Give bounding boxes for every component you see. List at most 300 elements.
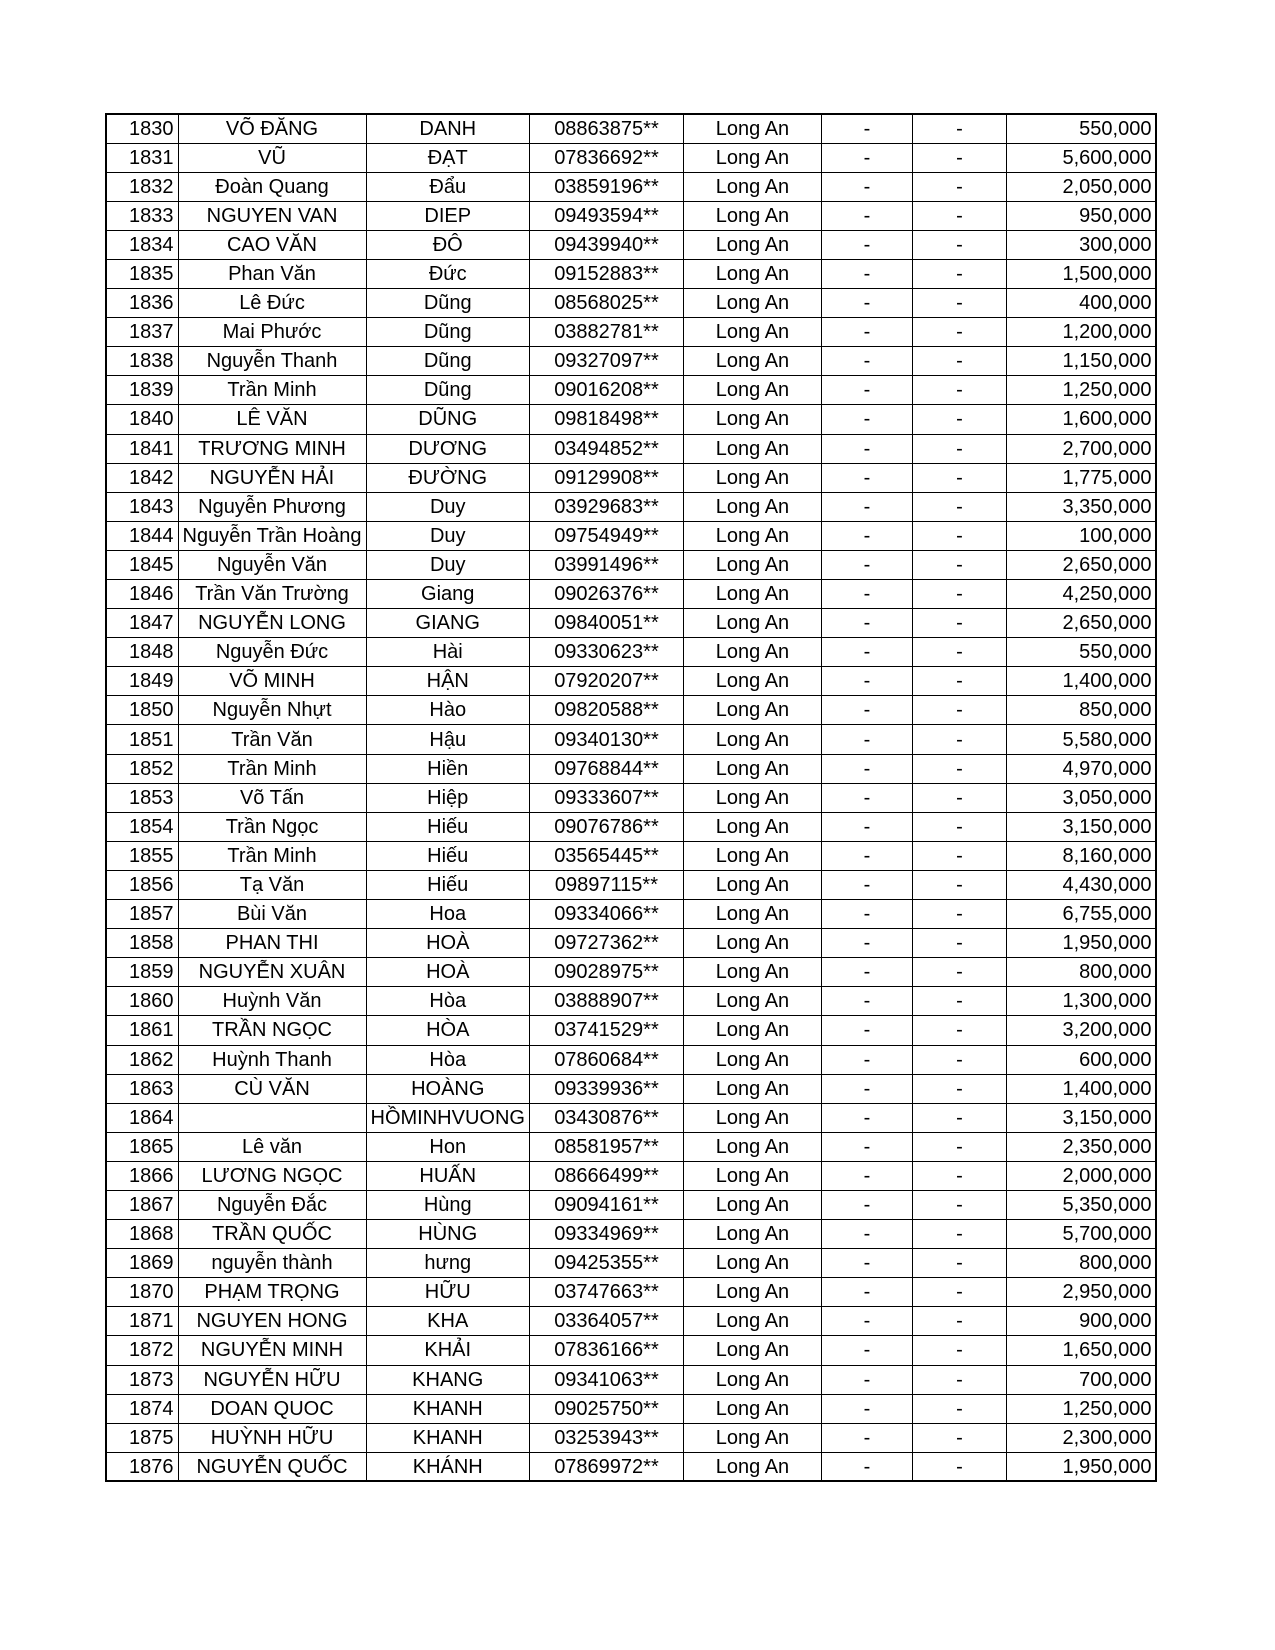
table-row bbox=[106, 289, 1156, 318]
table-row bbox=[106, 638, 1156, 667]
amount-cell: 1,200,000 bbox=[1006, 318, 1156, 347]
phone-cell: 08568025** bbox=[529, 289, 683, 318]
province-cell: Long An bbox=[683, 1452, 821, 1481]
blank-dash-cell: - bbox=[821, 347, 912, 376]
table-row bbox=[106, 376, 1156, 405]
province-cell: Long An bbox=[683, 754, 821, 783]
surname-cell: VŨ bbox=[178, 143, 366, 172]
blank-dash-cell: - bbox=[912, 929, 1006, 958]
surname-cell: Huỳnh Văn bbox=[178, 987, 366, 1016]
phone-cell: 09330623** bbox=[529, 638, 683, 667]
row-number-cell: 1869 bbox=[106, 1249, 178, 1278]
surname-cell: Lê Đức bbox=[178, 289, 366, 318]
surname-cell: NGUYỄN HẢI bbox=[178, 463, 366, 492]
amount-cell: 2,350,000 bbox=[1006, 1132, 1156, 1161]
given-name-cell: DƯƠNG bbox=[366, 434, 529, 463]
given-name-cell: Đức bbox=[366, 259, 529, 288]
amount-cell: 300,000 bbox=[1006, 230, 1156, 259]
blank-dash-cell: - bbox=[821, 1307, 912, 1336]
table-row bbox=[106, 114, 1156, 143]
given-name-cell: Dũng bbox=[366, 376, 529, 405]
given-name-cell: Hiếu bbox=[366, 812, 529, 841]
table-row bbox=[106, 667, 1156, 696]
amount-cell: 600,000 bbox=[1006, 1045, 1156, 1074]
given-name-cell: HOÀNG bbox=[366, 1074, 529, 1103]
row-number-cell: 1839 bbox=[106, 376, 178, 405]
blank-dash-cell: - bbox=[821, 143, 912, 172]
blank-dash-cell: - bbox=[821, 172, 912, 201]
province-cell: Long An bbox=[683, 812, 821, 841]
province-cell: Long An bbox=[683, 929, 821, 958]
surname-cell: TRẦN QUỐC bbox=[178, 1220, 366, 1249]
amount-cell: 800,000 bbox=[1006, 1249, 1156, 1278]
phone-cell: 09334066** bbox=[529, 900, 683, 929]
phone-cell: 07860684** bbox=[529, 1045, 683, 1074]
phone-cell: 07836692** bbox=[529, 143, 683, 172]
surname-cell: Bùi Văn bbox=[178, 900, 366, 929]
amount-cell: 700,000 bbox=[1006, 1365, 1156, 1394]
province-cell: Long An bbox=[683, 521, 821, 550]
row-number-cell: 1843 bbox=[106, 492, 178, 521]
row-number-cell: 1832 bbox=[106, 172, 178, 201]
table-row bbox=[106, 1016, 1156, 1045]
province-cell: Long An bbox=[683, 318, 821, 347]
province-cell: Long An bbox=[683, 143, 821, 172]
amount-cell: 1,400,000 bbox=[1006, 667, 1156, 696]
surname-cell: Võ Tấn bbox=[178, 783, 366, 812]
given-name-cell: Đẩu bbox=[366, 172, 529, 201]
blank-dash-cell: - bbox=[821, 1132, 912, 1161]
phone-cell: 09341063** bbox=[529, 1365, 683, 1394]
table-row bbox=[106, 1074, 1156, 1103]
amount-cell: 1,500,000 bbox=[1006, 259, 1156, 288]
surname-cell: Trần Minh bbox=[178, 754, 366, 783]
province-cell: Long An bbox=[683, 1016, 821, 1045]
blank-dash-cell: - bbox=[821, 638, 912, 667]
blank-dash-cell: - bbox=[912, 1423, 1006, 1452]
blank-dash-cell: - bbox=[821, 1278, 912, 1307]
table-row bbox=[106, 1220, 1156, 1249]
given-name-cell: Hiếu bbox=[366, 870, 529, 899]
phone-cell: 08666499** bbox=[529, 1161, 683, 1190]
surname-cell: NGUYEN HONG bbox=[178, 1307, 366, 1336]
row-number-cell: 1854 bbox=[106, 812, 178, 841]
blank-dash-cell: - bbox=[912, 347, 1006, 376]
blank-dash-cell: - bbox=[821, 230, 912, 259]
phone-cell: 03430876** bbox=[529, 1103, 683, 1132]
blank-dash-cell: - bbox=[912, 900, 1006, 929]
phone-cell: 09754949** bbox=[529, 521, 683, 550]
row-number-cell: 1856 bbox=[106, 870, 178, 899]
phone-cell: 09327097** bbox=[529, 347, 683, 376]
province-cell: Long An bbox=[683, 114, 821, 143]
row-number-cell: 1834 bbox=[106, 230, 178, 259]
row-number-cell: 1864 bbox=[106, 1103, 178, 1132]
given-name-cell: HOÀ bbox=[366, 958, 529, 987]
amount-cell: 3,150,000 bbox=[1006, 812, 1156, 841]
province-cell: Long An bbox=[683, 405, 821, 434]
phone-cell: 03741529** bbox=[529, 1016, 683, 1045]
row-number-cell: 1840 bbox=[106, 405, 178, 434]
province-cell: Long An bbox=[683, 201, 821, 230]
phone-cell: 07869972** bbox=[529, 1452, 683, 1481]
given-name-cell: DANH bbox=[366, 114, 529, 143]
table-row bbox=[106, 987, 1156, 1016]
row-number-cell: 1838 bbox=[106, 347, 178, 376]
phone-cell: 09768844** bbox=[529, 754, 683, 783]
blank-dash-cell: - bbox=[821, 958, 912, 987]
province-cell: Long An bbox=[683, 1190, 821, 1219]
blank-dash-cell: - bbox=[821, 696, 912, 725]
amount-cell: 3,350,000 bbox=[1006, 492, 1156, 521]
amount-cell: 2,000,000 bbox=[1006, 1161, 1156, 1190]
table-row bbox=[106, 172, 1156, 201]
amount-cell: 1,250,000 bbox=[1006, 376, 1156, 405]
phone-cell: 09129908** bbox=[529, 463, 683, 492]
table-row bbox=[106, 1307, 1156, 1336]
phone-cell: 09339936** bbox=[529, 1074, 683, 1103]
surname-cell: VÕ ĐĂNG bbox=[178, 114, 366, 143]
table-body bbox=[106, 114, 1156, 1481]
given-name-cell: HÙNG bbox=[366, 1220, 529, 1249]
given-name-cell: Hiếu bbox=[366, 841, 529, 870]
blank-dash-cell: - bbox=[912, 958, 1006, 987]
phone-cell: 09026376** bbox=[529, 580, 683, 609]
blank-dash-cell: - bbox=[912, 492, 1006, 521]
surname-cell: Nguyễn Trần Hoàng bbox=[178, 521, 366, 550]
amount-cell: 1,300,000 bbox=[1006, 987, 1156, 1016]
row-number-cell: 1833 bbox=[106, 201, 178, 230]
row-number-cell: 1870 bbox=[106, 1278, 178, 1307]
table-row bbox=[106, 1423, 1156, 1452]
province-cell: Long An bbox=[683, 667, 821, 696]
row-number-cell: 1846 bbox=[106, 580, 178, 609]
blank-dash-cell: - bbox=[821, 987, 912, 1016]
table-row bbox=[106, 870, 1156, 899]
phone-cell: 09727362** bbox=[529, 929, 683, 958]
blank-dash-cell: - bbox=[821, 1103, 912, 1132]
province-cell: Long An bbox=[683, 900, 821, 929]
row-number-cell: 1841 bbox=[106, 434, 178, 463]
amount-cell: 1,250,000 bbox=[1006, 1394, 1156, 1423]
blank-dash-cell: - bbox=[821, 1161, 912, 1190]
table-row bbox=[106, 1103, 1156, 1132]
province-cell: Long An bbox=[683, 434, 821, 463]
blank-dash-cell: - bbox=[912, 667, 1006, 696]
province-cell: Long An bbox=[683, 1220, 821, 1249]
row-number-cell: 1872 bbox=[106, 1336, 178, 1365]
blank-dash-cell: - bbox=[912, 143, 1006, 172]
blank-dash-cell: - bbox=[821, 492, 912, 521]
surname-cell: Trần Minh bbox=[178, 376, 366, 405]
table-row bbox=[106, 580, 1156, 609]
row-number-cell: 1857 bbox=[106, 900, 178, 929]
row-number-cell: 1852 bbox=[106, 754, 178, 783]
phone-cell: 08863875** bbox=[529, 114, 683, 143]
amount-cell: 2,650,000 bbox=[1006, 609, 1156, 638]
row-number-cell: 1845 bbox=[106, 550, 178, 579]
given-name-cell: Duy bbox=[366, 550, 529, 579]
blank-dash-cell: - bbox=[912, 318, 1006, 347]
province-cell: Long An bbox=[683, 1249, 821, 1278]
surname-cell: Nguyễn Đắc bbox=[178, 1190, 366, 1219]
given-name-cell: DIEP bbox=[366, 201, 529, 230]
row-number-cell: 1836 bbox=[106, 289, 178, 318]
blank-dash-cell: - bbox=[912, 696, 1006, 725]
given-name-cell: Hon bbox=[366, 1132, 529, 1161]
blank-dash-cell: - bbox=[912, 870, 1006, 899]
given-name-cell: KHA bbox=[366, 1307, 529, 1336]
province-cell: Long An bbox=[683, 1103, 821, 1132]
amount-cell: 1,950,000 bbox=[1006, 929, 1156, 958]
blank-dash-cell: - bbox=[821, 318, 912, 347]
table-row bbox=[106, 958, 1156, 987]
amount-cell: 5,580,000 bbox=[1006, 725, 1156, 754]
blank-dash-cell: - bbox=[912, 550, 1006, 579]
table-row bbox=[106, 1452, 1156, 1481]
province-cell: Long An bbox=[683, 1045, 821, 1074]
blank-dash-cell: - bbox=[821, 1190, 912, 1219]
row-number-cell: 1860 bbox=[106, 987, 178, 1016]
blank-dash-cell: - bbox=[821, 609, 912, 638]
row-number-cell: 1842 bbox=[106, 463, 178, 492]
given-name-cell: KHANH bbox=[366, 1423, 529, 1452]
province-cell: Long An bbox=[683, 1365, 821, 1394]
surname-cell: Trần Ngọc bbox=[178, 812, 366, 841]
province-cell: Long An bbox=[683, 347, 821, 376]
given-name-cell: DŨNG bbox=[366, 405, 529, 434]
blank-dash-cell: - bbox=[912, 783, 1006, 812]
surname-cell: TRẦN NGỌC bbox=[178, 1016, 366, 1045]
amount-cell: 850,000 bbox=[1006, 696, 1156, 725]
blank-dash-cell: - bbox=[912, 1220, 1006, 1249]
given-name-cell: ĐẠT bbox=[366, 143, 529, 172]
phone-cell: 03747663** bbox=[529, 1278, 683, 1307]
surname-cell: NGUYEN VAN bbox=[178, 201, 366, 230]
phone-cell: 09152883** bbox=[529, 259, 683, 288]
row-number-cell: 1876 bbox=[106, 1452, 178, 1481]
surname-cell: Nguyễn Đức bbox=[178, 638, 366, 667]
given-name-cell: Hùng bbox=[366, 1190, 529, 1219]
amount-cell: 550,000 bbox=[1006, 638, 1156, 667]
surname-cell: Lê văn bbox=[178, 1132, 366, 1161]
province-cell: Long An bbox=[683, 289, 821, 318]
phone-cell: 09094161** bbox=[529, 1190, 683, 1219]
blank-dash-cell: - bbox=[912, 812, 1006, 841]
given-name-cell: Hiền bbox=[366, 754, 529, 783]
amount-cell: 2,300,000 bbox=[1006, 1423, 1156, 1452]
phone-cell: 09897115** bbox=[529, 870, 683, 899]
row-number-cell: 1865 bbox=[106, 1132, 178, 1161]
province-cell: Long An bbox=[683, 492, 821, 521]
phone-cell: 03888907** bbox=[529, 987, 683, 1016]
table-row bbox=[106, 230, 1156, 259]
row-number-cell: 1867 bbox=[106, 1190, 178, 1219]
given-name-cell: KHANG bbox=[366, 1365, 529, 1394]
blank-dash-cell: - bbox=[912, 172, 1006, 201]
table-row bbox=[106, 463, 1156, 492]
data-table bbox=[105, 113, 1157, 1482]
row-number-cell: 1850 bbox=[106, 696, 178, 725]
surname-cell: LƯƠNG NGỌC bbox=[178, 1161, 366, 1190]
surname-cell: CAO VĂN bbox=[178, 230, 366, 259]
province-cell: Long An bbox=[683, 609, 821, 638]
table-row bbox=[106, 754, 1156, 783]
surname-cell: NGUYỄN MINH bbox=[178, 1336, 366, 1365]
blank-dash-cell: - bbox=[912, 289, 1006, 318]
row-number-cell: 1851 bbox=[106, 725, 178, 754]
surname-cell: Đoàn Quang bbox=[178, 172, 366, 201]
phone-cell: 03882781** bbox=[529, 318, 683, 347]
table-row bbox=[106, 1190, 1156, 1219]
province-cell: Long An bbox=[683, 1278, 821, 1307]
amount-cell: 3,200,000 bbox=[1006, 1016, 1156, 1045]
given-name-cell: Hòa bbox=[366, 987, 529, 1016]
phone-cell: 08581957** bbox=[529, 1132, 683, 1161]
phone-cell: 07920207** bbox=[529, 667, 683, 696]
given-name-cell: ĐƯỜNG bbox=[366, 463, 529, 492]
row-number-cell: 1871 bbox=[106, 1307, 178, 1336]
table-row bbox=[106, 1278, 1156, 1307]
table-row bbox=[106, 318, 1156, 347]
phone-cell: 09334969** bbox=[529, 1220, 683, 1249]
blank-dash-cell: - bbox=[821, 521, 912, 550]
given-name-cell: Hiệp bbox=[366, 783, 529, 812]
table-row bbox=[106, 259, 1156, 288]
amount-cell: 950,000 bbox=[1006, 201, 1156, 230]
row-number-cell: 1848 bbox=[106, 638, 178, 667]
blank-dash-cell: - bbox=[821, 376, 912, 405]
row-number-cell: 1866 bbox=[106, 1161, 178, 1190]
phone-cell: 03929683** bbox=[529, 492, 683, 521]
blank-dash-cell: - bbox=[912, 638, 1006, 667]
phone-cell: 09025750** bbox=[529, 1394, 683, 1423]
blank-dash-cell: - bbox=[821, 580, 912, 609]
surname-cell: Huỳnh Thanh bbox=[178, 1045, 366, 1074]
surname-cell: NGUYỄN LONG bbox=[178, 609, 366, 638]
row-number-cell: 1859 bbox=[106, 958, 178, 987]
row-number-cell: 1858 bbox=[106, 929, 178, 958]
row-number-cell: 1831 bbox=[106, 143, 178, 172]
given-name-cell: Hoa bbox=[366, 900, 529, 929]
blank-dash-cell: - bbox=[821, 812, 912, 841]
blank-dash-cell: - bbox=[912, 1394, 1006, 1423]
row-number-cell: 1873 bbox=[106, 1365, 178, 1394]
given-name-cell: Giang bbox=[366, 580, 529, 609]
province-cell: Long An bbox=[683, 987, 821, 1016]
amount-cell: 3,050,000 bbox=[1006, 783, 1156, 812]
amount-cell: 550,000 bbox=[1006, 114, 1156, 143]
blank-dash-cell: - bbox=[821, 754, 912, 783]
blank-dash-cell: - bbox=[912, 1190, 1006, 1219]
blank-dash-cell: - bbox=[912, 1045, 1006, 1074]
row-number-cell: 1863 bbox=[106, 1074, 178, 1103]
table-row bbox=[106, 1394, 1156, 1423]
given-name-cell: Duy bbox=[366, 492, 529, 521]
row-number-cell: 1849 bbox=[106, 667, 178, 696]
amount-cell: 900,000 bbox=[1006, 1307, 1156, 1336]
amount-cell: 6,755,000 bbox=[1006, 900, 1156, 929]
blank-dash-cell: - bbox=[821, 1336, 912, 1365]
surname-cell: NGUYỄN XUÂN bbox=[178, 958, 366, 987]
blank-dash-cell: - bbox=[912, 1307, 1006, 1336]
amount-cell: 1,775,000 bbox=[1006, 463, 1156, 492]
given-name-cell: Dũng bbox=[366, 318, 529, 347]
blank-dash-cell: - bbox=[912, 1278, 1006, 1307]
table-row bbox=[106, 1132, 1156, 1161]
province-cell: Long An bbox=[683, 638, 821, 667]
blank-dash-cell: - bbox=[821, 1365, 912, 1394]
province-cell: Long An bbox=[683, 1132, 821, 1161]
province-cell: Long An bbox=[683, 463, 821, 492]
given-name-cell: Dũng bbox=[366, 347, 529, 376]
blank-dash-cell: - bbox=[912, 580, 1006, 609]
given-name-cell: GIANG bbox=[366, 609, 529, 638]
blank-dash-cell: - bbox=[912, 1074, 1006, 1103]
phone-cell: 09333607** bbox=[529, 783, 683, 812]
surname-cell: Nguyễn Phương bbox=[178, 492, 366, 521]
blank-dash-cell: - bbox=[821, 1394, 912, 1423]
table-row bbox=[106, 841, 1156, 870]
amount-cell: 2,700,000 bbox=[1006, 434, 1156, 463]
province-cell: Long An bbox=[683, 958, 821, 987]
phone-cell: 03991496** bbox=[529, 550, 683, 579]
blank-dash-cell: - bbox=[912, 609, 1006, 638]
surname-cell: nguyễn thành bbox=[178, 1249, 366, 1278]
blank-dash-cell: - bbox=[912, 754, 1006, 783]
table-row bbox=[106, 405, 1156, 434]
blank-dash-cell: - bbox=[821, 1220, 912, 1249]
table-row bbox=[106, 725, 1156, 754]
surname-cell: Trần Minh bbox=[178, 841, 366, 870]
blank-dash-cell: - bbox=[912, 1452, 1006, 1481]
given-name-cell: HOÀ bbox=[366, 929, 529, 958]
blank-dash-cell: - bbox=[821, 259, 912, 288]
table-row bbox=[106, 929, 1156, 958]
province-cell: Long An bbox=[683, 376, 821, 405]
given-name-cell: HÒA bbox=[366, 1016, 529, 1045]
blank-dash-cell: - bbox=[912, 521, 1006, 550]
surname-cell: Mai Phước bbox=[178, 318, 366, 347]
blank-dash-cell: - bbox=[912, 114, 1006, 143]
blank-dash-cell: - bbox=[912, 259, 1006, 288]
amount-cell: 4,430,000 bbox=[1006, 870, 1156, 899]
blank-dash-cell: - bbox=[912, 201, 1006, 230]
phone-cell: 09076786** bbox=[529, 812, 683, 841]
given-name-cell: HẬN bbox=[366, 667, 529, 696]
blank-dash-cell: - bbox=[821, 1074, 912, 1103]
province-cell: Long An bbox=[683, 696, 821, 725]
table-row bbox=[106, 550, 1156, 579]
surname-cell: Phan Văn bbox=[178, 259, 366, 288]
surname-cell: Nguyễn Nhựt bbox=[178, 696, 366, 725]
phone-cell: 09439940** bbox=[529, 230, 683, 259]
given-name-cell: Hậu bbox=[366, 725, 529, 754]
surname-cell: Tạ Văn bbox=[178, 870, 366, 899]
amount-cell: 2,650,000 bbox=[1006, 550, 1156, 579]
phone-cell: 09340130** bbox=[529, 725, 683, 754]
province-cell: Long An bbox=[683, 841, 821, 870]
blank-dash-cell: - bbox=[821, 201, 912, 230]
table-row bbox=[106, 1336, 1156, 1365]
table-row bbox=[106, 1045, 1156, 1074]
province-cell: Long An bbox=[683, 1161, 821, 1190]
table-row bbox=[106, 1249, 1156, 1278]
row-number-cell: 1862 bbox=[106, 1045, 178, 1074]
province-cell: Long An bbox=[683, 550, 821, 579]
phone-cell: 09028975** bbox=[529, 958, 683, 987]
amount-cell: 4,970,000 bbox=[1006, 754, 1156, 783]
